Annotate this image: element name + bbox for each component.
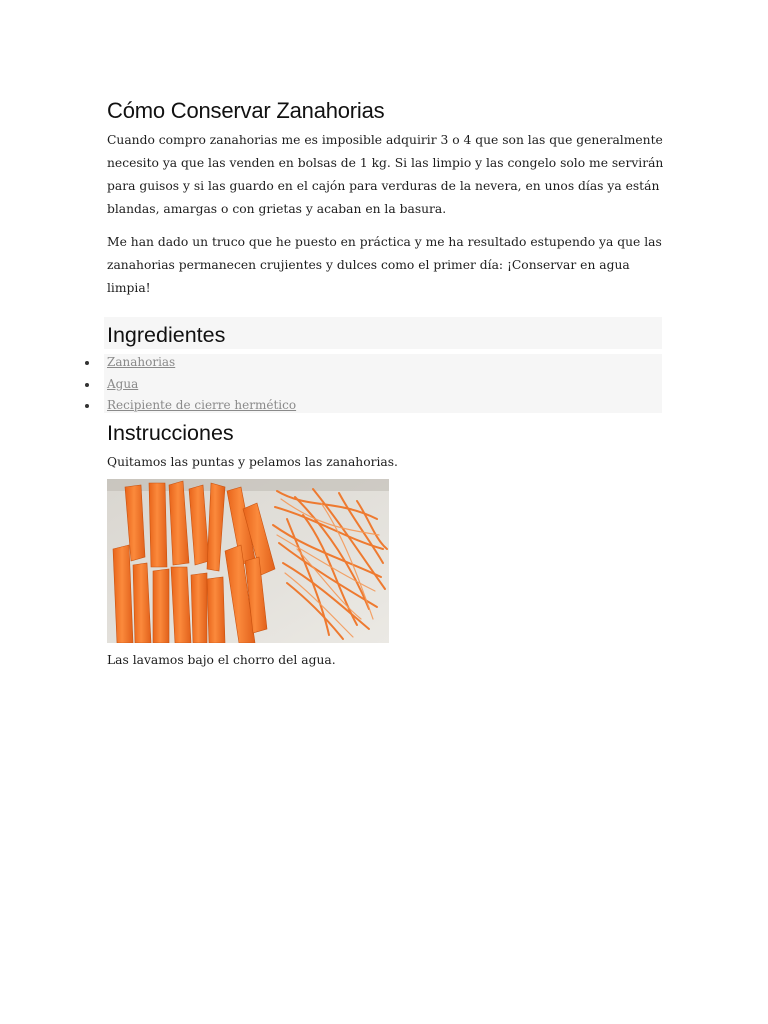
ingredient-link-recipiente[interactable]: Recipiente de cierre hermético xyxy=(107,398,297,412)
bullet-icon xyxy=(85,383,89,387)
page-title: Cómo Conservar Zanahorias xyxy=(107,98,385,123)
intro-paragraph-1: Cuando compro zanahorias me es imposible adquirir 3 o 4 que son las que generalmente necesito ya que las venden en bolsas de 1 kg. Si las limpio y las congelo solo me servirán para guisos y si las guardo en el cajón para verduras de la nevera, en unos días ya están blandas, amargas o con grietas y acaban en la basura. xyxy=(107,133,664,216)
instructions-heading: Instrucciones xyxy=(107,421,234,445)
ingredient-link-zanahorias[interactable]: Zanahorias xyxy=(107,355,176,369)
bullet-icon xyxy=(85,361,89,365)
ingredient-link-agua[interactable]: Agua xyxy=(107,376,139,391)
intro-paragraph-2: Me han dado un truco que he puesto en práctica y me ha resultado estupendo ya que las zanahorias permanecen crujientes y dulces como el primer día: ¡Conservar en agua limpia! xyxy=(107,235,662,295)
bullet-icon xyxy=(85,404,89,408)
instruction-step-2: Las lavamos bajo el chorro del agua. xyxy=(107,653,336,667)
carrots-photo xyxy=(107,479,389,643)
instruction-step-1: Quitamos las puntas y pelamos las zanahorias. xyxy=(107,455,398,469)
ingredients-heading: Ingredientes xyxy=(107,323,226,347)
